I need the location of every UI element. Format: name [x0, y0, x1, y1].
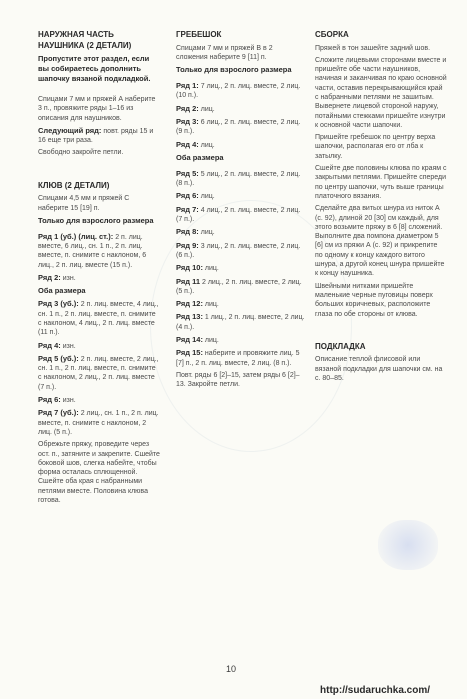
row-instruction [38, 273, 160, 283]
row-text: 7 лиц., 2 п. лиц. вместе, 2 лиц. (10 п.). [176, 83, 301, 100]
paragraph: Спицами 7 мм и пряжей В в 2 сложения наберите 9 [11] п. [176, 44, 273, 61]
row-instruction [38, 341, 160, 351]
column-middle [176, 30, 306, 393]
row-label: Ряд 9: [176, 240, 199, 250]
paragraph: Швейными нитками пришейте маленькие черные пуговицы поверх больших коричневых, расположите глаза по обе стороны от клюва. [315, 282, 433, 318]
row-text: 2 лиц., сн. 1 п., 2 п. лиц. вместе, п. снимите с наклоном, 2 лиц. (5 п.). [38, 410, 159, 436]
row-text: изн. [60, 342, 76, 350]
row-label: Ряд 11 [176, 276, 201, 286]
row-text: изн. [60, 275, 76, 283]
paragraph: Сшейте две половины клюва по краям с закрытыми петлями. Пришейте спереди по центру шапочки, чуть выше границы платочного вязания. [315, 165, 447, 200]
background-watermark-blue [378, 520, 438, 570]
row-text: лиц. [202, 265, 219, 273]
subheading: Только для взрослого размера [38, 215, 154, 225]
row-label: Ряд 15: [176, 348, 203, 358]
row-text: 3 лиц., 2 п. лиц. вместе, 2 лиц. (6 п.). [176, 242, 301, 259]
paragraph: Пряжей в тон зашейте задний шов. [315, 44, 431, 52]
row-text: 2 лиц., 2 п. лиц. вместе, 2 лиц. (5 п.). [176, 278, 302, 295]
row-text: 2 п. лиц. вместе, 4 лиц., сн. 1 п., 2 п. лиц. вместе, п. снимите с наклоном, 4 лиц., 2 п. лиц. вместе (11 п.). [38, 301, 159, 337]
row-text: 4 лиц., 2 п. лиц. вместе, 2 лиц. (7 п.). [176, 206, 301, 224]
row-text: наберите и провяжите лиц. 5 [7] п., 2 п. лиц. вместе, 2 лиц. (8 п.). [176, 350, 300, 367]
row-instruction [38, 126, 160, 146]
row-label: Ряд 1 (уб.) (лиц. ст.): [38, 231, 114, 241]
row-instruction [176, 169, 306, 189]
row-label: Ряд 3 (уб.): [38, 299, 79, 309]
row-instruction [38, 408, 160, 437]
rows-list [176, 169, 306, 368]
row-label: Следующий ряд: [38, 125, 102, 135]
row-text: 6 лиц., 2 п. лиц. вместе, 2 лиц. (9 п.). [176, 118, 301, 136]
row-instruction [176, 241, 306, 261]
row-instruction [176, 312, 306, 332]
row-instruction [176, 299, 306, 309]
row-instruction [176, 81, 306, 101]
row-label: Ряд 12: [176, 299, 203, 309]
row-text: 2 п. лиц. вместе, 2 лиц., сн. 1 п., 2 п. лиц. вместе, п. снимите с наклоном, 2 лиц., 2 п. лиц. вместе (7 п.). [38, 355, 159, 391]
subheading: Оба размера [176, 152, 224, 162]
row-label: Ряд 6: [38, 395, 61, 405]
subheading: Оба размера [38, 286, 86, 296]
paragraph: Свободно закройте петли. [38, 149, 124, 157]
column-right [315, 30, 447, 386]
row-instruction [176, 227, 306, 237]
row-label: Ряд 2: [38, 273, 61, 283]
row-instruction [176, 348, 306, 368]
row-label: Ряд 13: [176, 312, 203, 322]
paragraph: Сделайте два витых шнура из ниток А (с. 92), длиной 20 [30] см каждый, для этого возьмите пряжу в 6 [8] сложений. Выполните два помпона диаметром 5 [6] см из пряжи А (с. 92) и прикрепите по одному к концу каждого витого шнура, а другой конец шнура пришейте к концу наушника. [315, 205, 445, 278]
row-label: Ряд 5 (уб.): [38, 353, 79, 363]
page-number: 10 [226, 664, 237, 674]
row-instruction [176, 140, 306, 150]
paragraph: Спицами 4,5 мм и пряжей С наберите 15 [19] п. [38, 195, 130, 212]
row-label: Ряд 10: [176, 263, 203, 273]
row-label: Ряд 4: [176, 139, 199, 149]
row-label: Ряд 3: [176, 116, 199, 126]
row-text: лиц. [198, 193, 215, 201]
row-label: Ряд 7: [176, 204, 199, 214]
row-text: лиц. [198, 105, 215, 113]
row-instruction [176, 104, 306, 114]
row-label: Ряд 8: [176, 227, 199, 237]
row-instruction [38, 354, 160, 392]
row-label: Ряд 1: [176, 81, 199, 91]
row-label: Ряд 14: [176, 335, 203, 345]
row-text: лиц. [198, 141, 215, 149]
row-label: Ряд 6: [176, 191, 199, 201]
row-label: Ряд 7 (уб.): [38, 408, 79, 418]
paragraph: Сложите лицевыми сторонами вместе и пришейте обе части наушников, начиная и заканчивая по краю основной части, оставив перекрывающийся край с набранными петлями не зашитым. Вывернете лицевой стороной наружу, потайными стежками пришейте изнутри к основной части шапочки. [315, 56, 447, 129]
column-left [38, 30, 160, 508]
row-text: лиц. [202, 301, 219, 309]
row-instruction [38, 395, 160, 405]
row-text: лиц. [202, 337, 219, 345]
source-url: http://sudaruchka.com/ [320, 685, 431, 696]
row-instruction [176, 205, 306, 225]
row-instruction [176, 277, 306, 297]
row-instruction [176, 117, 306, 137]
rows-list [176, 81, 306, 150]
section-heading: ГРЕБЕШОК [176, 30, 222, 39]
row-text: изн. [60, 397, 76, 405]
row-text: лиц. [198, 229, 215, 237]
paragraph: Повт. ряды 6 [2]–15, затем ряды 6 [2]–13. Закройте петли. [176, 371, 300, 389]
section-heading: КЛЮВ (2 ДЕТАЛИ) [38, 180, 110, 190]
row-text: 2 п. лиц. вместе, 6 лиц., сн. 1 п., 2 п. лиц. вместе, п. снимите с наклоном, 6 лиц., 2 п. лиц. вместе (15 п.). [38, 233, 147, 269]
row-text: 1 лиц., 2 п. лиц. вместе, 2 лиц. (4 п.). [176, 314, 305, 331]
paragraph: Обрежьте пряжу, проведите через ост. п., затяните и закрепите. Сшейте боковой шов, слегка набейте, чтобы форма осталась сплющенной. Сшейте оба края с набранными петлями вместе. Половина клюва готова. [38, 441, 160, 504]
paragraph: Спицами 7 мм и пряжей А наберите 3 п., провяжите ряды 1–16 из описания для наушников. [38, 96, 156, 122]
row-label: Ряд 4: [38, 340, 61, 350]
row-text: повт. ряды 15 и 16 еще три раза. [38, 127, 154, 145]
row-instruction [176, 263, 306, 273]
paragraph: Пришейте гребешок по центру верха шапочки, располагая его от лба к затылку. [315, 134, 436, 160]
note-text: Пропустите этот раздел, если вы собираетесь дополнить шапочку вязаной подкладкой. [38, 54, 151, 83]
section-heading: ПОДКЛАДКА [315, 341, 366, 351]
row-text: 5 лиц., 2 п. лиц. вместе, 2 лиц. (8 п.). [176, 170, 301, 188]
section-heading: НАРУЖНАЯ ЧАСТЬ НАУШНИКА (2 ДЕТАЛИ) [38, 30, 132, 50]
row-instruction [38, 232, 160, 270]
row-instruction [176, 335, 306, 345]
row-instruction [38, 299, 160, 337]
subheading: Только для взрослого размера [176, 65, 292, 75]
row-label: Ряд 2: [176, 103, 199, 113]
section-heading: СБОРКА [315, 30, 349, 39]
paragraph: Описание теплой флисовой или вязаной подкладки для шапочки см. на с. 80–85. [315, 356, 443, 382]
row-instruction [176, 191, 306, 201]
row-label: Ряд 5: [176, 168, 199, 178]
